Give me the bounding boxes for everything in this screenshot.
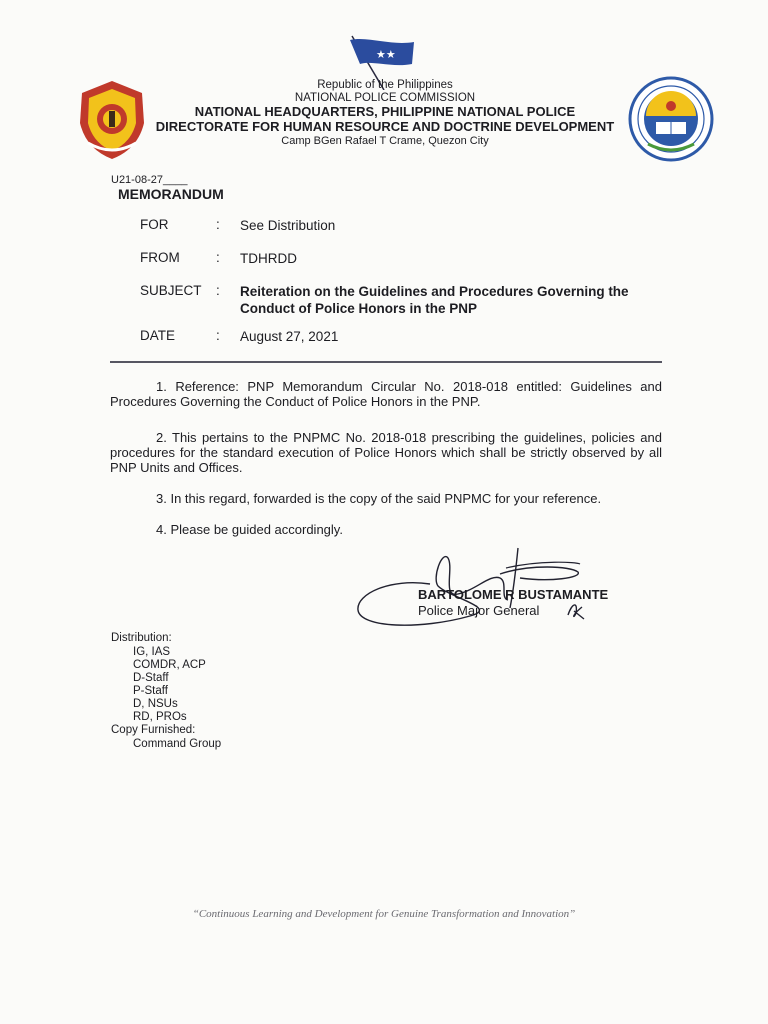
date-label: DATE — [140, 328, 176, 343]
header-directorate: DIRECTORATE FOR HUMAN RESOURCE AND DOCTRINE DEVELOPMENT — [155, 119, 615, 134]
subject-label: SUBJECT — [140, 283, 202, 298]
from-colon: : — [216, 250, 220, 265]
distribution-item: IG, IAS — [133, 646, 171, 658]
copy-furnished-item: Command Group — [133, 738, 222, 750]
paragraph-2: 2. This pertains to the PNPMC No. 2018-018 prescribing the guidelines, policies and procedures for the standard execution of Police Honors which shall be strictly observed by all PNP Units and Offices. — [110, 430, 662, 475]
initial-mark-icon — [564, 599, 586, 621]
distribution-item: D-Staff — [133, 672, 169, 684]
svg-text:★★: ★★ — [376, 48, 396, 61]
subject-colon: : — [216, 283, 220, 298]
for-value: See Distribution — [240, 218, 336, 233]
paragraph-4: 4. Please be guided accordingly. — [156, 522, 343, 537]
distribution-item: P-Staff — [133, 685, 168, 697]
for-label: FOR — [140, 217, 169, 232]
date-value: August 27, 2021 — [240, 329, 339, 344]
header-republic: Republic of the Philippines — [317, 79, 453, 91]
memo-title: MEMORANDUM — [118, 186, 224, 202]
signatory-rank: Police Major General — [418, 603, 540, 618]
subject-value: Reiteration on the Guidelines and Procedures Governing the Conduct of Police Honors in the PNP — [240, 284, 629, 316]
header-commission: NATIONAL POLICE COMMISSION — [294, 92, 476, 104]
memo-number: U21-08-27____ — [111, 174, 188, 186]
for-colon: : — [216, 217, 220, 232]
from-label: FROM — [140, 250, 180, 265]
distribution-title: Distribution: — [111, 632, 172, 644]
paragraph-1: 1. Reference: PNP Memorandum Circular No. 2018-018 entitled: Guidelines and Procedures Governing the Conduct of Police Honors in the PNP. — [110, 379, 662, 409]
header-address: Camp BGen Rafael T Crame, Quezon City — [281, 135, 489, 147]
distribution-item: RD, PROs — [133, 711, 187, 723]
from-value: TDHRDD — [240, 251, 297, 266]
footer-motto: “Continuous Learning and Development for Genuine Transformation and Innovation” — [192, 908, 576, 920]
signature-icon — [350, 538, 585, 633]
header-divider — [110, 361, 662, 363]
distribution-item: COMDR, ACP — [133, 659, 206, 671]
signatory-name: BARTOLOME R BUSTAMANTE — [418, 587, 609, 602]
distribution-item: D, NSUs — [133, 698, 178, 710]
paragraph-3: 3. In this regard, forwarded is the copy of the said PNPMC for your reference. — [156, 491, 602, 506]
date-colon: : — [216, 328, 220, 343]
header-headquarters: NATIONAL HEADQUARTERS, PHILIPPINE NATIONAL POLICE — [194, 104, 576, 119]
copy-furnished-title: Copy Furnished: — [111, 724, 196, 736]
